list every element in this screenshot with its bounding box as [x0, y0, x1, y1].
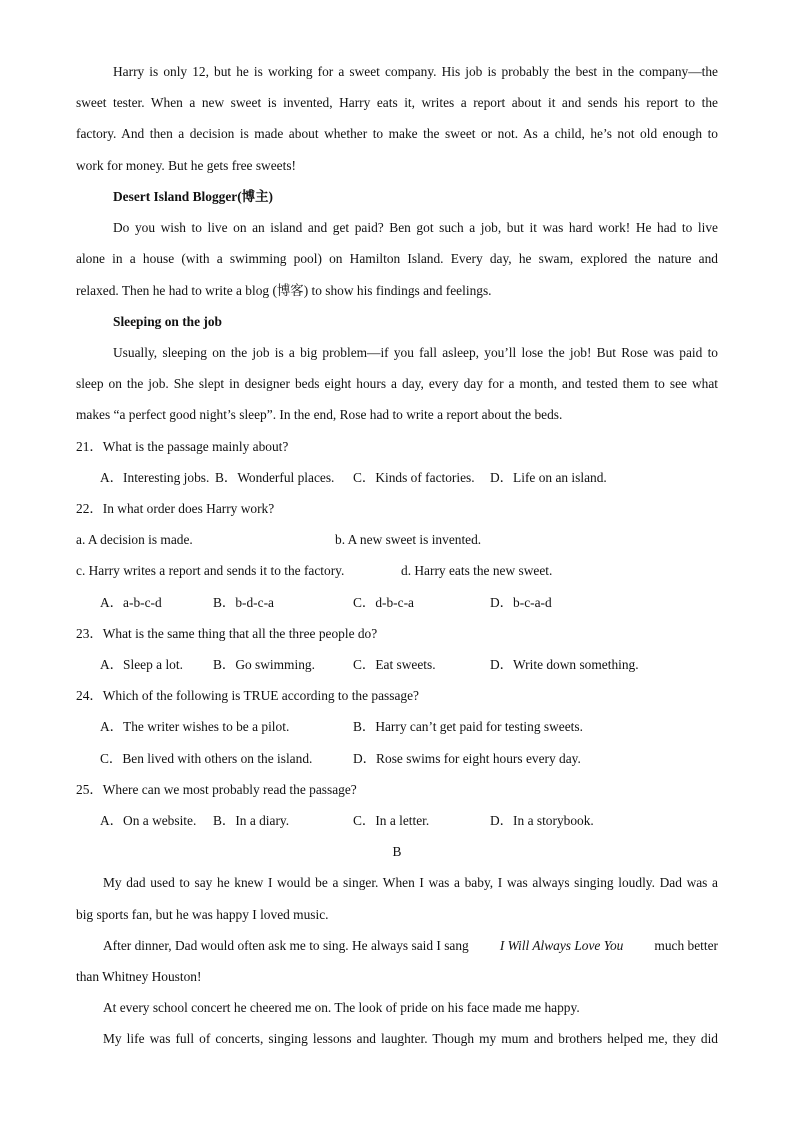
passage-b-title: B [392, 844, 402, 859]
passage-b-p1-line-1: My dad used to say he knew I would be a singer. When I was a baby, I was always singing loudly. Dad was a [103, 875, 718, 890]
question-24-option-d[interactable]: D．Rose swims for eight hours every day. [353, 751, 581, 766]
question-25-option-d[interactable]: D．In a storybook. [490, 813, 594, 828]
blogger-paragraph-line-1: Do you wish to live on an island and get paid? Ben got such a job, but it was hard work! He had to live [113, 220, 718, 235]
sleeping-paragraph-line-2: sleep on the job. She slept in designer beds eight hours a day, every day for a month, and tested them to see what [76, 376, 718, 391]
question-21-stem: 21．What is the passage mainly about? [76, 439, 289, 454]
harry-paragraph-line-3: factory. And then a decision is made about whether to make the sweet or not. As a child, he’s not old enough to [76, 126, 718, 141]
question-24-option-c[interactable]: C．Ben lived with others on the island. [100, 751, 313, 766]
question-25-option-b[interactable]: B．In a diary. [213, 813, 290, 828]
question-25-option-a[interactable]: A．On a website. [100, 813, 197, 828]
blogger-paragraph-line-3: relaxed. Then he had to write a blog (博客) to show his findings and feelings. [76, 283, 492, 298]
heading-sleeping-on-the-job: Sleeping on the job [113, 314, 223, 329]
question-22-item-d: d. Harry eats the new sweet. [401, 563, 553, 578]
question-24-option-b[interactable]: B．Harry can’t get paid for testing sweets. [353, 719, 583, 734]
passage-b-p4-line-1: My life was full of concerts, singing lessons and laughter. Though my mum and brothers helped me, they did [103, 1031, 718, 1046]
question-22-option-a[interactable]: A．a-b-c-d [100, 595, 162, 610]
question-21-option-d[interactable]: D．Life on an island. [490, 470, 607, 485]
harry-paragraph-line-2: sweet tester. When a new sweet is invented, Harry eats it, writes a report about it and sends his report to the [76, 95, 718, 110]
harry-paragraph-line-4: work for money. But he gets free sweets! [76, 158, 297, 173]
passage-b-p2-text-after: much better [654, 938, 718, 953]
question-25-option-c[interactable]: C．In a letter. [353, 813, 430, 828]
question-22-stem: 22．In what order does Harry work? [76, 501, 275, 516]
blogger-paragraph-line-2: alone in a house (with a swimming pool) on Hamilton Island. Every day, he swam, explored the nature and [76, 251, 718, 266]
question-22-item-a: a. A decision is made. [76, 532, 193, 547]
passage-b-p2-text-before: After dinner, Dad would often ask me to sing. He always said I sang [103, 938, 469, 953]
question-23-option-b[interactable]: B．Go swimming. [213, 657, 315, 672]
harry-paragraph-line-1: Harry is only 12, but he is working for a sweet company. His job is probably the best in the company—the [113, 64, 718, 79]
question-22-item-c: c. Harry writes a report and sends it to the factory. [76, 563, 345, 578]
question-22-option-d[interactable]: D．b-c-a-d [490, 595, 552, 610]
question-23-option-d[interactable]: D．Write down something. [490, 657, 639, 672]
sleeping-paragraph-line-1: Usually, sleeping on the job is a big problem—if you fall asleep, you’ll lose the job! But Rose was paid to [113, 345, 718, 360]
question-23-option-a[interactable]: A．Sleep a lot. [100, 657, 183, 672]
question-23-stem: 23．What is the same thing that all the three people do? [76, 626, 378, 641]
heading-desert-island-blogger: Desert Island Blogger(博主) [113, 189, 273, 204]
passage-b-p1-line-2: big sports fan, but he was happy I loved music. [76, 907, 329, 922]
song-title: I Will Always Love You [499, 938, 624, 953]
passage-b-p2-line-1 [103, 937, 718, 955]
question-25-stem: 25．Where can we most probably read the passage? [76, 782, 357, 797]
question-21-option-b[interactable]: B．Wonderful places. [215, 470, 335, 485]
passage-b-p3: At every school concert he cheered me on. The look of pride on his face made me happy. [103, 1000, 580, 1015]
question-22-item-b: b. A new sweet is invented. [335, 532, 482, 547]
question-24-option-a[interactable]: A．The writer wishes to be a pilot. [100, 719, 290, 734]
question-23-option-c[interactable]: C．Eat sweets. [353, 657, 436, 672]
question-22-option-c[interactable]: C．d-b-c-a [353, 595, 414, 610]
passage-b-p2-line-2: than Whitney Houston! [76, 969, 202, 984]
sleeping-paragraph-line-3: makes “a perfect good night’s sleep”. In the end, Rose had to write a report about the beds. [76, 407, 563, 422]
question-22-option-b[interactable]: B．b-d-c-a [213, 595, 274, 610]
question-21-option-a[interactable]: A．Interesting jobs. [100, 470, 210, 485]
question-24-stem: 24．Which of the following is TRUE according to the passage? [76, 688, 419, 703]
question-21-option-c[interactable]: C．Kinds of factories. [353, 470, 475, 485]
